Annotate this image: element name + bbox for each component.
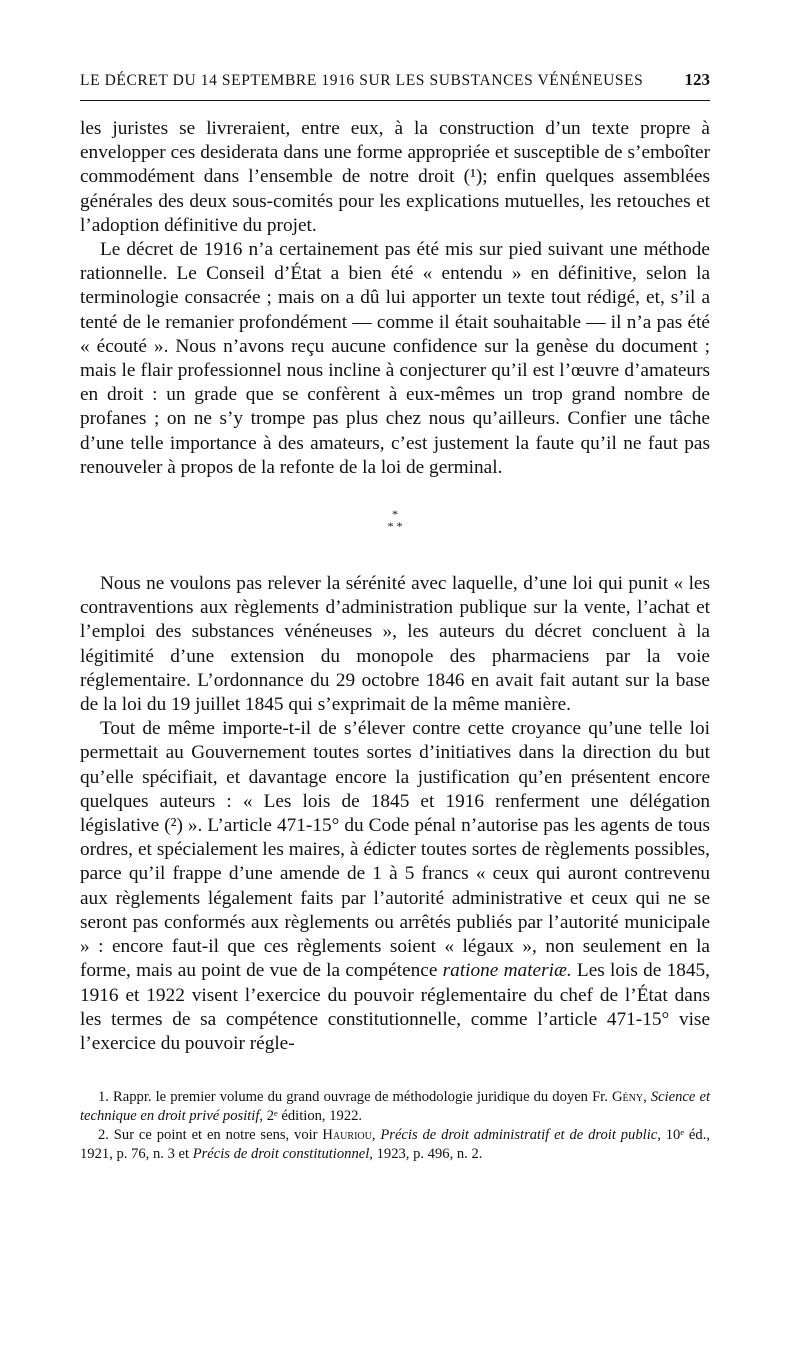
paragraph-text: Tout de même importe-t-il de s’élever contre cette croyance qu’une telle loi permettait au Gouvernement toutes sortes d’initiatives dans la direction du but qu’elle spécifiait, et davantage encore la justification qu’en présentent encore quelques auteurs : « Les lois de 1845 et 1916 renferment une délégation législative (²) ». L’article 471-15° du Code pénal n’autorise pas les agents de tous ordres, et spécialement les maires, à édicter toutes sortes de règlements possibles, parce qu’il frappe d’une amende de 1 à 5 francs « ceux qui auront contrevenu aux règlements légalement faits par l’autorité administrative et ceux qui ne se seront pas conformés aux règlements ou arrêtés publiés par l’autorité municipale » : encore faut-il que ces règlements soient « légaux », non seulement en la forme, mais au point de vue de la compétence (80, 718, 710, 982)
footnotes (80, 1088, 710, 1164)
asterism-top: * (392, 507, 398, 522)
page-number: 123 (684, 70, 710, 89)
section-divider (80, 508, 710, 532)
footnote-title: Précis de droit constitutionnel (192, 1146, 370, 1163)
paragraph: Nous ne voulons pas relever la sérénité avec laquelle, d’une loi qui punit « les contraventions aux règlements d’administration publique sur la vente, l’achat et l’emploi des substances vénéneuses », les auteurs du décret concluent à la légitimité d’une extension du monopole des pharmaciens par la voie réglementaire. L’ordonnance du 29 octobre 1846 en avait fait autant sur la base de la loi du 19 juillet 1845 qui s’exprimait de la même manière. (80, 573, 710, 716)
footnote-text: 2. Sur ce point et en notre sens, voir (98, 1127, 318, 1144)
footnote-1: 1. Rappr. le premier volume du grand ouvrage de méthodologie juridique du doyen Fr. Gény, Science et technique en droit privé positif, 2ᵉ édition, 1922. (80, 1089, 711, 1125)
footnote-text: , 10ᵉ éd., 1921, p. 76, n. 3 et (80, 1127, 711, 1163)
running-title: LE DÉCRET DU 14 SEPTEMBRE 1916 SUR LES SUBSTANCES VÉNÉNEUSES (80, 72, 644, 89)
footnote-author: Hauriou (322, 1127, 372, 1144)
document-page (80, 70, 710, 1164)
running-header (80, 70, 710, 92)
paragraph: les juristes se livreraient, entre eux, à la construction d’un texte propre à envelopper ces desiderata dans une forme appropriée et susceptible de s’emboîter commodément dans l’ensemble de notre droit (¹); enfin quelques assemblées générales des deux sous-comités pour les explications mutuelles, les retouches et l’adoption définitive du projet. (80, 118, 710, 236)
footnote-text: , 1923, p. 496, n. 2. (369, 1146, 483, 1163)
latin-phrase: ratione materiæ. (442, 960, 572, 982)
header-rule (80, 100, 710, 101)
paragraph (80, 717, 710, 1056)
footnote-title: Précis de droit administratif et de droit public (380, 1127, 658, 1144)
asterism-bottom: * * (387, 519, 403, 534)
footnote-text: 1. Rappr. le premier volume du grand ouvrage de méthodologie juridique du doyen Fr. (98, 1089, 608, 1106)
main-text (80, 117, 710, 1056)
footnote-title: Science et technique en droit privé positif (80, 1089, 711, 1125)
footnote-text: , 2ᵉ édition, 1922. (259, 1108, 363, 1125)
footnote-2: 2. Sur ce point et en notre sens, voir Hauriou, Précis de droit administratif et de droit public, 10ᵉ éd., 1921, p. 76, n. 3 et Précis de droit constitutionnel, 1923, p. 496, n. 2. (80, 1127, 711, 1163)
paragraph-text: Les lois de 1845, 1916 et 1922 visent l’exercice du pouvoir réglementaire du chef de l’État dans les termes de sa compétence constitutionnelle, comme l’article 471-15° vise l’exercice du pouvoir régle- (80, 960, 710, 1054)
paragraph: Le décret de 1916 n’a certainement pas été mis sur pied suivant une méthode rationnelle. Le Conseil d’État a bien été « entendu » en définitive, selon la terminologie consacrée ; mais on a dû lui apporter un texte tout rédigé, et, s’il a tenté de le remanier profondément — comme il était souhaitable — il n’a pas été « écouté ». Nous n’avons reçu aucune confidence sur la genèse du document ; mais le flair professionnel nous incline à conjecturer qu’il est l’œuvre d’amateurs en droit : un grade que se confèrent à eux-mêmes un trop grand nombre de profanes ; on ne s’y trompe pas plus chez nous qu’ailleurs. Confier une tâche d’une telle importance à des amateurs, c’est justement la faute qu’il ne faut pas renouveler à propos de la refonte de la loi de germinal. (80, 239, 710, 478)
footnote-author: Gény (611, 1089, 644, 1106)
